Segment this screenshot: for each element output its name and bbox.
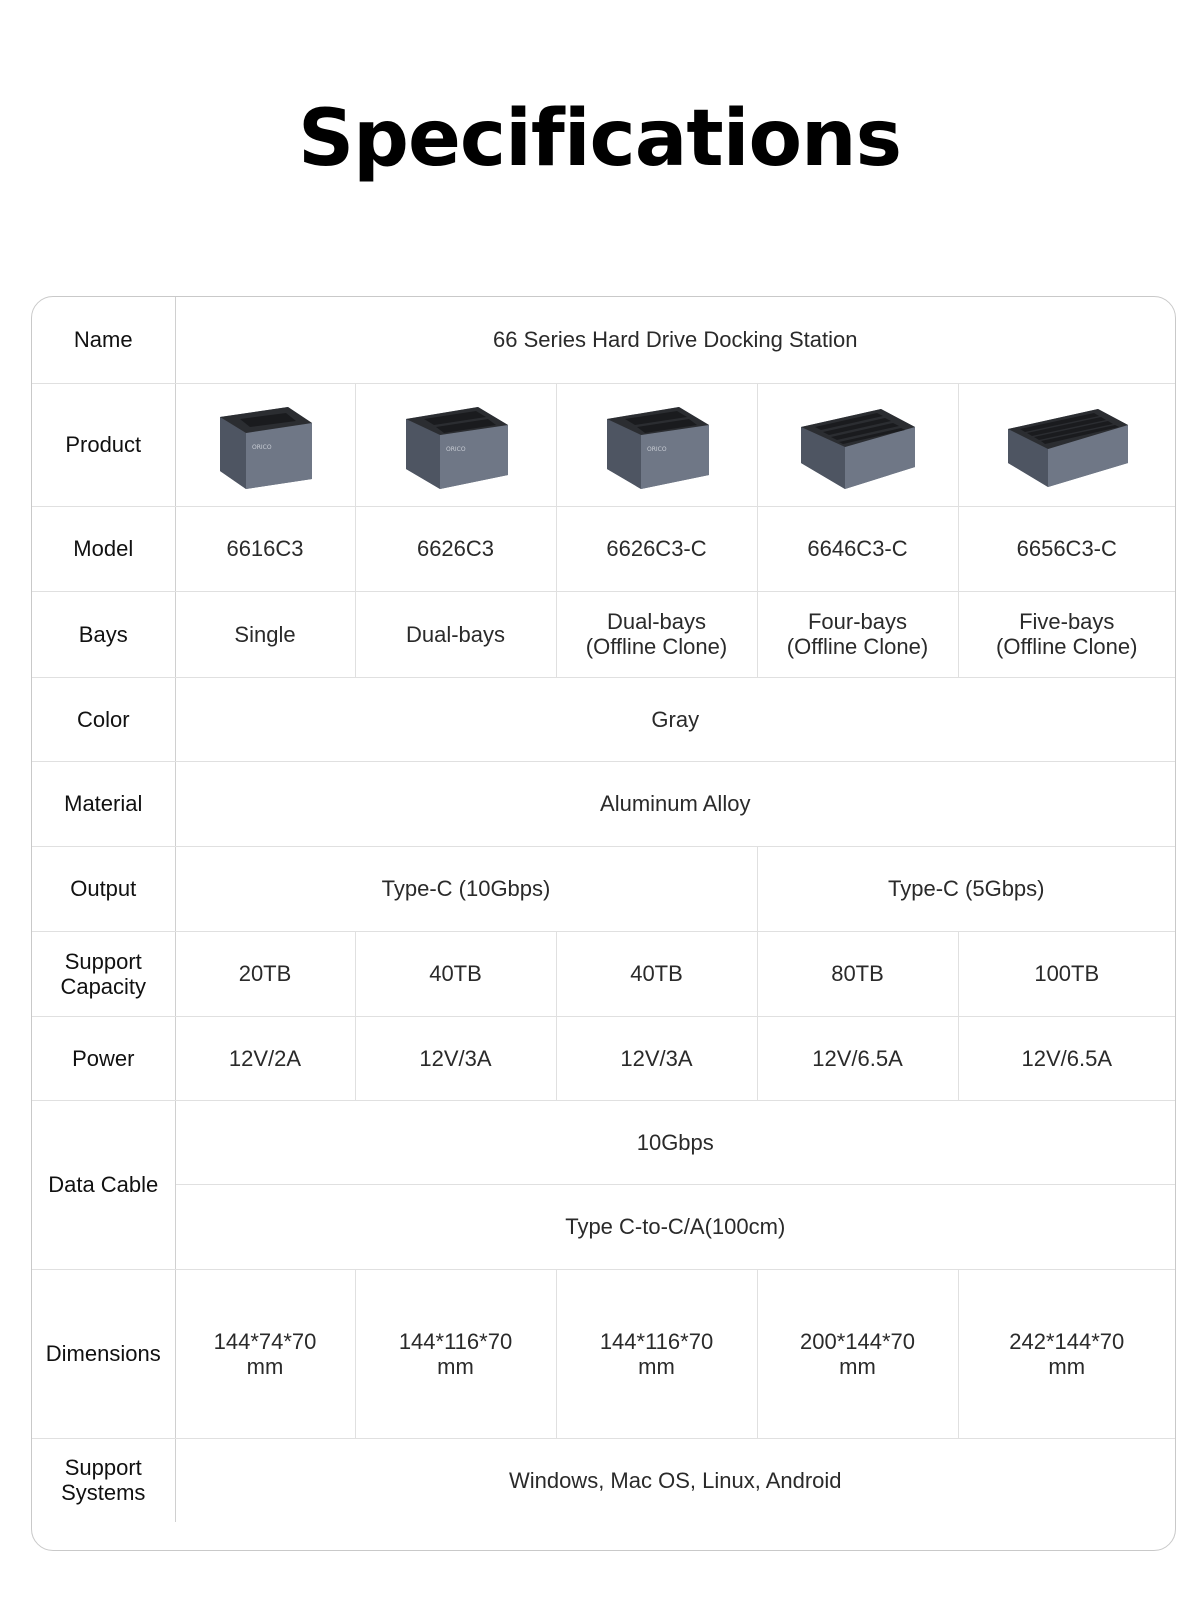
name-value: 66 Series Hard Drive Docking Station (175, 297, 1175, 383)
svg-text:ORICO: ORICO (646, 445, 667, 453)
capacity-cell: 80TB (757, 931, 958, 1016)
model-cell: 6626C3 (355, 506, 556, 591)
bays-cell: Five-bays (Offline Clone) (958, 591, 1175, 677)
dimensions-cell: 242*144*70 mm (958, 1269, 1175, 1438)
dock-2bay-image (396, 397, 516, 493)
row-dimensions (32, 1269, 1175, 1438)
power-cell: 12V/3A (355, 1016, 556, 1100)
label-model: Model (32, 506, 175, 591)
color-value: Gray (175, 677, 1175, 761)
label-name: Name (32, 297, 175, 383)
row-systems (32, 1438, 1175, 1522)
capacity-cell: 20TB (175, 931, 355, 1016)
cable-speed: 10Gbps (175, 1100, 1175, 1184)
label-cable: Data Cable (32, 1100, 175, 1269)
label-material: Material (32, 761, 175, 846)
cable-type: Type C-to-C/A(100cm) (175, 1184, 1175, 1269)
model-cell: 6616C3 (175, 506, 355, 591)
product-cell-1 (175, 383, 355, 506)
spec-table (32, 297, 1175, 1522)
model-cell: 6656C3-C (958, 506, 1175, 591)
output-5gbps: Type-C (5Gbps) (757, 846, 1175, 931)
svg-text:ORICO: ORICO (252, 443, 272, 451)
row-output (32, 846, 1175, 931)
power-cell: 12V/3A (556, 1016, 757, 1100)
label-dimensions: Dimensions (32, 1269, 175, 1438)
dimensions-cell: 200*144*70 mm (757, 1269, 958, 1438)
power-cell: 12V/2A (175, 1016, 355, 1100)
label-capacity: Support Capacity (32, 931, 175, 1016)
power-cell: 12V/6.5A (757, 1016, 958, 1100)
dock-1bay-image (210, 397, 320, 493)
material-value: Aluminum Alloy (175, 761, 1175, 846)
dock-2bay-clone-image (597, 397, 717, 493)
row-cable-type (32, 1184, 1175, 1269)
spec-table-frame (31, 296, 1176, 1551)
bays-cell: Four-bays (Offline Clone) (757, 591, 958, 677)
row-cable-speed (32, 1100, 1175, 1184)
row-color (32, 677, 1175, 761)
row-product (32, 383, 1175, 506)
dock-5bay-image (1002, 397, 1132, 493)
dimensions-cell: 144*116*70 mm (556, 1269, 757, 1438)
label-power: Power (32, 1016, 175, 1100)
label-systems: Support Systems (32, 1438, 175, 1522)
product-cell-5 (958, 383, 1175, 506)
label-output: Output (32, 846, 175, 931)
capacity-cell: 100TB (958, 931, 1175, 1016)
capacity-cell: 40TB (556, 931, 757, 1016)
label-bays: Bays (32, 591, 175, 677)
dimensions-cell: 144*116*70 mm (355, 1269, 556, 1438)
row-model (32, 506, 1175, 591)
bays-cell: Single (175, 591, 355, 677)
svg-text:ORICO: ORICO (445, 445, 466, 453)
systems-value: Windows, Mac OS, Linux, Android (175, 1438, 1175, 1522)
dimensions-cell: 144*74*70 mm (175, 1269, 355, 1438)
label-color: Color (32, 677, 175, 761)
row-name (32, 297, 1175, 383)
row-power (32, 1016, 1175, 1100)
bays-cell: Dual-bays (Offline Clone) (556, 591, 757, 677)
label-product: Product (32, 383, 175, 506)
model-cell: 6626C3-C (556, 506, 757, 591)
dock-4bay-image (793, 397, 923, 493)
row-material (32, 761, 1175, 846)
page-title: Specifications (298, 94, 901, 184)
power-cell: 12V/6.5A (958, 1016, 1175, 1100)
output-10gbps: Type-C (10Gbps) (175, 846, 757, 931)
product-cell-4 (757, 383, 958, 506)
product-cell-3 (556, 383, 757, 506)
product-cell-2 (355, 383, 556, 506)
row-capacity (32, 931, 1175, 1016)
bays-cell: Dual-bays (355, 591, 556, 677)
model-cell: 6646C3-C (757, 506, 958, 591)
capacity-cell: 40TB (355, 931, 556, 1016)
row-bays (32, 591, 1175, 677)
